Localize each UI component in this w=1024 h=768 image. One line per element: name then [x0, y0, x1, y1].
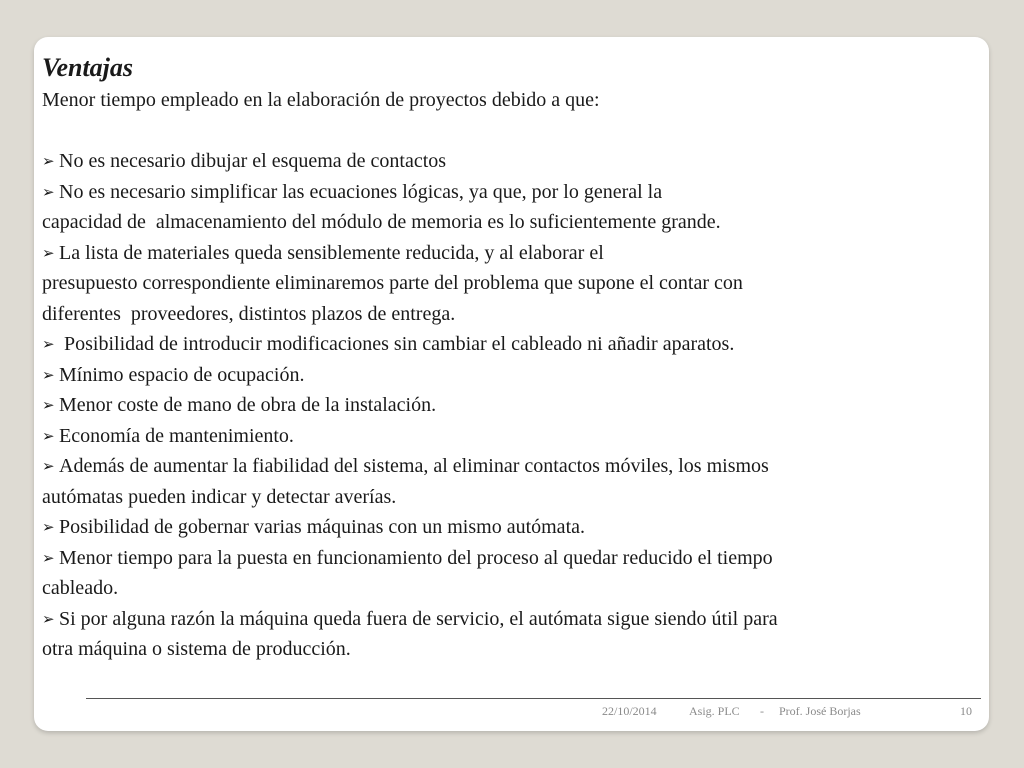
footer-divider — [86, 698, 981, 699]
slide-title: Ventajas — [42, 53, 134, 82]
arrow-bullet-icon: ➢ — [42, 426, 55, 445]
arrow-bullet-icon: ➢ — [42, 182, 55, 201]
arrow-bullet-icon: ➢ — [42, 243, 55, 262]
bullet-text: Si por alguna razón la máquina queda fuera de servicio, el autómata sigue siendo útil para — [59, 607, 778, 630]
bullet-text: presupuesto correspondiente eliminaremos parte del problema que supone el contar con — [42, 272, 743, 294]
footer-date: 22/10/2014 — [602, 704, 657, 718]
bullet-item — [42, 177, 986, 238]
spacer — [42, 116, 986, 147]
bullet-line — [42, 482, 986, 513]
arrow-bullet-icon: ➢ — [42, 457, 55, 475]
intro-text: Menor tiempo empleado en la elaboración de proyectos debido a que: — [42, 89, 600, 111]
bullet-text: cableado. — [42, 577, 119, 599]
bullet-text: No es necesario simplificar las ecuaciones lógicas, ya que, por lo general la — [59, 180, 663, 203]
bullet-line — [42, 543, 986, 574]
bullet-text: capacidad de almacenamiento del módulo de memoria es lo suficientemente grande. — [42, 211, 721, 233]
arrow-bullet-icon: ➢ — [42, 518, 55, 536]
bullet-text: Menor coste de mano de obra de la instalación. — [59, 394, 437, 416]
bullet-line — [42, 451, 986, 482]
footer-professor: Prof. José Borjas — [779, 704, 861, 718]
arrow-bullet-icon: ➢ — [42, 609, 55, 628]
slide-body — [42, 51, 986, 665]
bullet-text: Posibilidad de gobernar varias máquinas con un mismo autómata. — [59, 516, 585, 538]
bullet-line — [42, 604, 986, 635]
bullet-text: Además de aumentar la fiabilidad del sistema, al eliminar contactos móviles, los mismos — [59, 455, 769, 477]
arrow-bullet-icon: ➢ — [42, 548, 55, 567]
bullet-line — [42, 512, 986, 543]
bullet-item — [42, 512, 986, 543]
bullet-line — [42, 146, 986, 177]
bullet-line — [42, 634, 986, 665]
bullet-item — [42, 238, 986, 330]
bullet-item — [42, 146, 986, 177]
bullet-item — [42, 390, 986, 421]
bullet-line — [42, 238, 986, 269]
bullet-line — [42, 207, 986, 238]
bullet-line — [42, 329, 986, 360]
bullet-item — [42, 360, 986, 391]
bullet-text: La lista de materiales queda sensiblemente reducida, y al elaborar el — [59, 241, 604, 264]
bullet-text: otra máquina o sistema de producción. — [42, 638, 351, 660]
bullet-line — [42, 421, 986, 452]
bullet-item — [42, 543, 986, 604]
footer-subject: Asig. PLC — [689, 704, 740, 718]
bullet-text: Posibilidad de introducir modificaciones sin cambiar el cableado ni añadir aparatos. — [59, 333, 735, 355]
bullet-item — [42, 451, 986, 512]
arrow-bullet-icon: ➢ — [42, 335, 55, 353]
bullet-line — [42, 573, 986, 604]
page-number: 10 — [960, 704, 972, 718]
arrow-bullet-icon: ➢ — [42, 152, 55, 170]
bullet-line — [42, 268, 986, 299]
footer-separator: - — [760, 704, 764, 718]
bullet-item — [42, 604, 986, 665]
bullet-line — [42, 177, 986, 208]
bullet-text: Economía de mantenimiento. — [59, 424, 294, 447]
arrow-bullet-icon: ➢ — [42, 396, 55, 414]
bullet-item — [42, 421, 986, 452]
bullet-text: No es necesario dibujar el esquema de contactos — [59, 150, 447, 172]
bullet-text: diferentes proveedores, distintos plazos de entrega. — [42, 302, 456, 325]
bullet-line — [42, 360, 986, 391]
bullet-line — [42, 390, 986, 421]
bullet-text: Menor tiempo para la puesta en funcionamiento del proceso al quedar reducido el tiempo — [59, 546, 773, 569]
bullet-text: autómatas pueden indicar y detectar averías. — [42, 485, 397, 508]
arrow-bullet-icon: ➢ — [42, 365, 55, 384]
bullet-text: Mínimo espacio de ocupación. — [59, 363, 305, 386]
bullet-list — [42, 146, 986, 665]
slide — [34, 37, 989, 731]
bullet-item — [42, 329, 986, 360]
bullet-line — [42, 299, 986, 330]
